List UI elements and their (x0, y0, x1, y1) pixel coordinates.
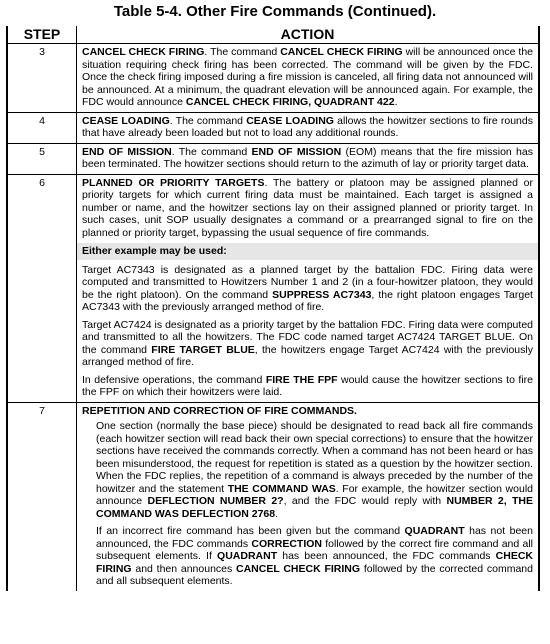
table-title: Table 5-4. Other Fire Commands (Continued). (113, 3, 437, 20)
bold-command-text: END OF MISSION (82, 145, 172, 158)
action-cell (77, 143, 540, 174)
bold-command-text: QUADRANT (217, 550, 278, 562)
table-row (7, 44, 539, 113)
fire-commands-table (6, 26, 540, 591)
bold-command-text: FIRE THE FPF (265, 373, 338, 386)
body-text: . The command (204, 46, 281, 58)
action-cell (77, 44, 540, 113)
action-paragraph (82, 115, 533, 140)
body-text: , and the FDC would reply with (283, 495, 447, 507)
bold-command-text: CORRECTION (251, 537, 322, 550)
body-text: , the right platoon engages Target AC7343 with the previously arranged method of fire. (82, 288, 533, 313)
bold-command-text: CANCEL CHECK FIRING, QUADRANT 422 (185, 96, 395, 108)
body-text: . For example, the howitzer section would announce (96, 482, 533, 507)
action-paragraph (82, 146, 533, 171)
body-text: has been announced, the FDC commands (277, 550, 496, 562)
body-text: followed by the correct fire command and all subsequent elements. If (96, 537, 533, 562)
body-text: (EOM) means that the fire mission has been terminated. The howitzer sections should return to the azimuth of lay or priority target data. (82, 145, 533, 170)
body-text: One section (normally the base piece) should be designated to read back all fire commands (each howitzer section will read back their own special corrections) to ensure that the howitzer sections have received the commands correctly. When a command has not been heard or has been misunderstood, the request for repetition is stated as a question by the howitzer section. When the FDC replies, the repetition of a command is always preceded by the number of the howitzer and the statement (96, 420, 533, 495)
bold-command-text: END OF MISSION (251, 145, 342, 158)
action-column-header: ACTION (77, 26, 540, 44)
bold-command-text: CANCEL CHECK FIRING (236, 562, 361, 575)
body-text: , the howitzers engage Target AC7424 with the previously arranged method of fire. (82, 343, 533, 368)
bold-command-text: CANCEL CHECK FIRING (82, 46, 205, 58)
action-cell (77, 174, 540, 402)
table-row (7, 402, 539, 591)
body-text: would cause the howitzer sections to fire the FPF on which their howitzers were laid. (82, 373, 533, 398)
action-paragraph (96, 525, 533, 588)
body-text: followed by the corrected command and all subsequent elements. (96, 562, 533, 587)
body-text: will be announced once the situation requiring check firing has been corrected. The command will be given by the FDC. Once the check firing imposed during a fire mission is canceled, all firing data not announced will be announced. At a minimum, the quadrant elevation will be announced again. For example, the FDC would announce (82, 46, 534, 108)
indented-block (82, 420, 533, 588)
body-text: . (394, 96, 398, 108)
body-text: Target AC7424 is designated as a priority target by the battalion FDC. Firing data were computed and transmitted to all the howitzers. The FDC code named target AC7424 TARGET BLUE. On the command (82, 318, 533, 356)
bold-command-text: NUMBER 2, THE COMMAND WAS DEFLECTION 2768 (96, 495, 534, 520)
step-number: 4 (7, 112, 77, 143)
bold-command-text: SUPPRESS AC7343 (272, 288, 372, 301)
action-paragraph (82, 177, 533, 240)
step-column-header: STEP (7, 26, 77, 44)
bold-command-text: QUADRANT (404, 525, 465, 537)
action-cell (77, 402, 540, 591)
action-paragraph (82, 46, 533, 109)
body-text: and then announces (131, 562, 237, 575)
example-heading: Either example may be used: (77, 243, 538, 260)
body-text: has not been announced, the FDC commands (96, 525, 533, 550)
bold-command-text: CEASE LOADING (82, 114, 170, 127)
bold-command-text: DEFLECTION NUMBER 2? (147, 495, 284, 507)
table-row (7, 143, 539, 174)
step-number: 7 (7, 402, 77, 591)
step-number: 5 (7, 143, 77, 174)
body-text: If an incorrect fire command has been given but the command (96, 525, 405, 537)
bold-command-text: THE COMMAND WAS (227, 482, 336, 495)
table-header-row (7, 26, 539, 44)
example-paragraph (82, 319, 533, 369)
action-paragraph (82, 374, 533, 399)
body-text: Target AC7343 is designated as a planned target by the battalion FDC. Firing data were computed and transmitted to Howitzers Number 1 and 2 (in a four-howitzer platoon, they would be the right platoon). On the command (82, 263, 533, 301)
body-text: In defensive operations, the command (82, 373, 266, 386)
body-text: . (275, 507, 279, 520)
body-text: allows the howitzer sections to fire rounds that have already been loaded but not to load any additional rounds. (82, 114, 533, 139)
action-paragraph (96, 420, 533, 520)
table-row (7, 112, 539, 143)
action-heading-text: REPETITION AND CORRECTION OF FIRE COMMANDS. (82, 404, 357, 417)
bold-command-text: CEASE LOADING (246, 114, 334, 127)
table-row (7, 174, 539, 402)
bold-command-text: PLANNED OR PRIORITY TARGETS (82, 176, 265, 189)
bold-command-text: FIRE TARGET BLUE (151, 343, 255, 356)
step-number: 3 (7, 44, 77, 113)
example-paragraph (82, 264, 533, 314)
step-number: 6 (7, 174, 77, 402)
body-text: . The battery or platoon may be assigned planned or priority targets for which current firing data must be maintained. Each target is assigned a number or name, and the howitzer sections lay on their assigned planned or priority target. In such cases, unit SOP usually designates a command or a prearranged signal to fire on the planned or priority target, bypassing the usual sequence of fire commands. (82, 176, 533, 239)
body-text: . The command (169, 114, 247, 127)
action-cell (77, 112, 540, 143)
bold-command-text: CANCEL CHECK FIRING (280, 46, 403, 58)
bold-command-text: CHECK FIRING (96, 550, 534, 575)
action-heading (82, 405, 533, 418)
body-text: . The command (171, 145, 252, 158)
